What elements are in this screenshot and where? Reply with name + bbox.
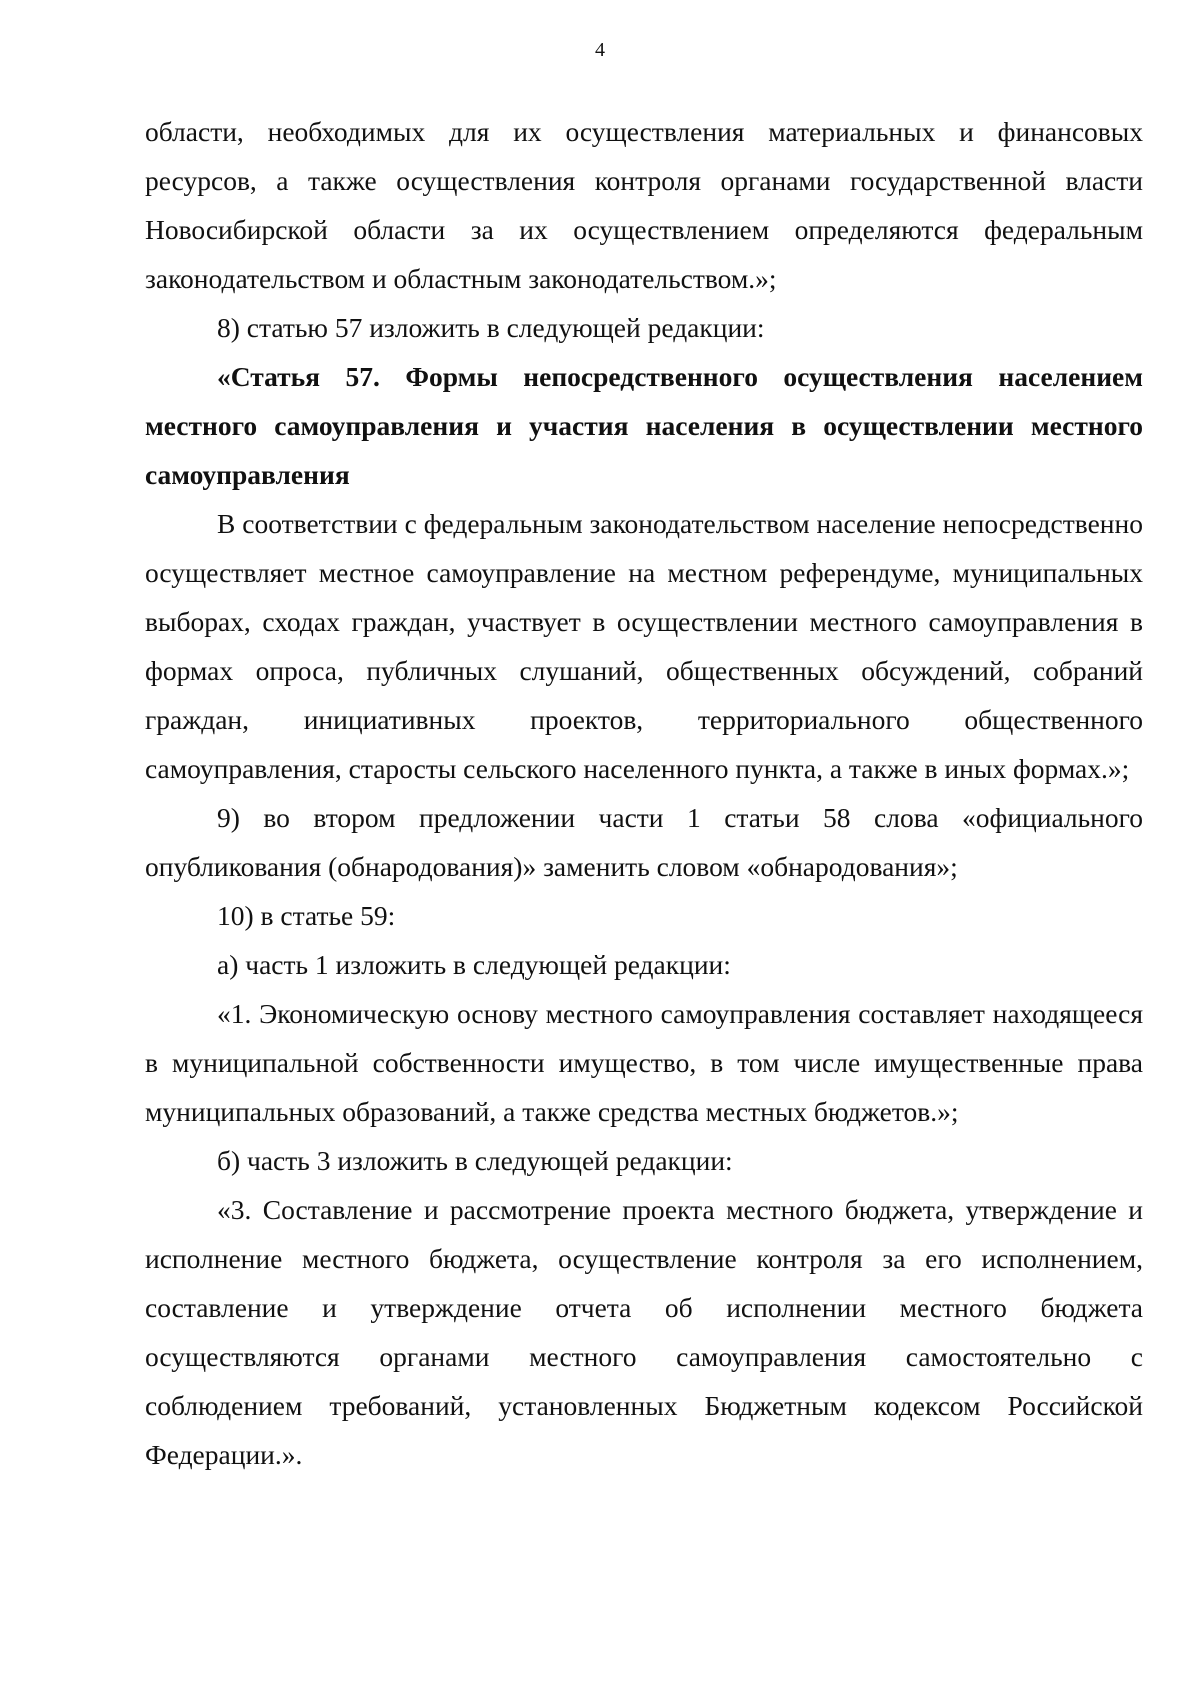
paragraph-continuation: области, необходимых для их осуществления материальных и финансовых ресурсов, а также осуществления контроля органами государственной власти Новосибирской области за их осуществлением определяются федеральным законодательством и областным законодательством.»; [145, 116, 1143, 294]
paragraph-item-10: 10) в статье 59: [217, 900, 396, 931]
document-body [145, 107, 1143, 1479]
page-number: 4 [595, 39, 605, 61]
paragraph-subitem-a: а) часть 1 изложить в следующей редакции: [217, 949, 731, 980]
paragraph-part-1-text: «1. Экономическую основу местного самоуправления составляет находящееся в муниципальной собственности имущество, в том числе имущественные права муниципальных образований, а также средства местных бюджетов.»; [145, 998, 1143, 1127]
paragraph-part-3-text: «3. Составление и рассмотрение проекта местного бюджета, утверждение и исполнение местного бюджета, осуществление контроля за его исполнением, составление и утверждение отчета об исполнении местного бюджета осуществляются органами местного самоуправления самостоятельно с соблюдением требований, установленных Бюджетным кодексом Российской Федерации.». [145, 1194, 1143, 1470]
article-heading: «Статья 57. Формы непосредственного осуществления населением местного самоуправления и участия населения в осуществлении местного самоуправления [145, 361, 1143, 490]
paragraph-item-9: 9) во втором предложении части 1 статьи 58 слова «официального опубликования (обнародования)» заменить словом «обнародования»; [145, 802, 1143, 882]
paragraph-subitem-b: б) часть 3 изложить в следующей редакции: [217, 1145, 733, 1176]
paragraph-item-8: 8) статью 57 изложить в следующей редакции: [217, 312, 765, 343]
paragraph-article-text: В соответствии с федеральным законодательством население непосредственно осуществляет местное самоуправление на местном референдуме, муниципальных выборах, сходах граждан, участвует в осуществлении местного самоуправления в формах опроса, публичных слушаний, общественных обсуждений, собраний граждан, инициативных проектов, территориального общественного самоуправления, старосты сельского населенного пункта, а также в иных формах.»; [145, 508, 1143, 784]
